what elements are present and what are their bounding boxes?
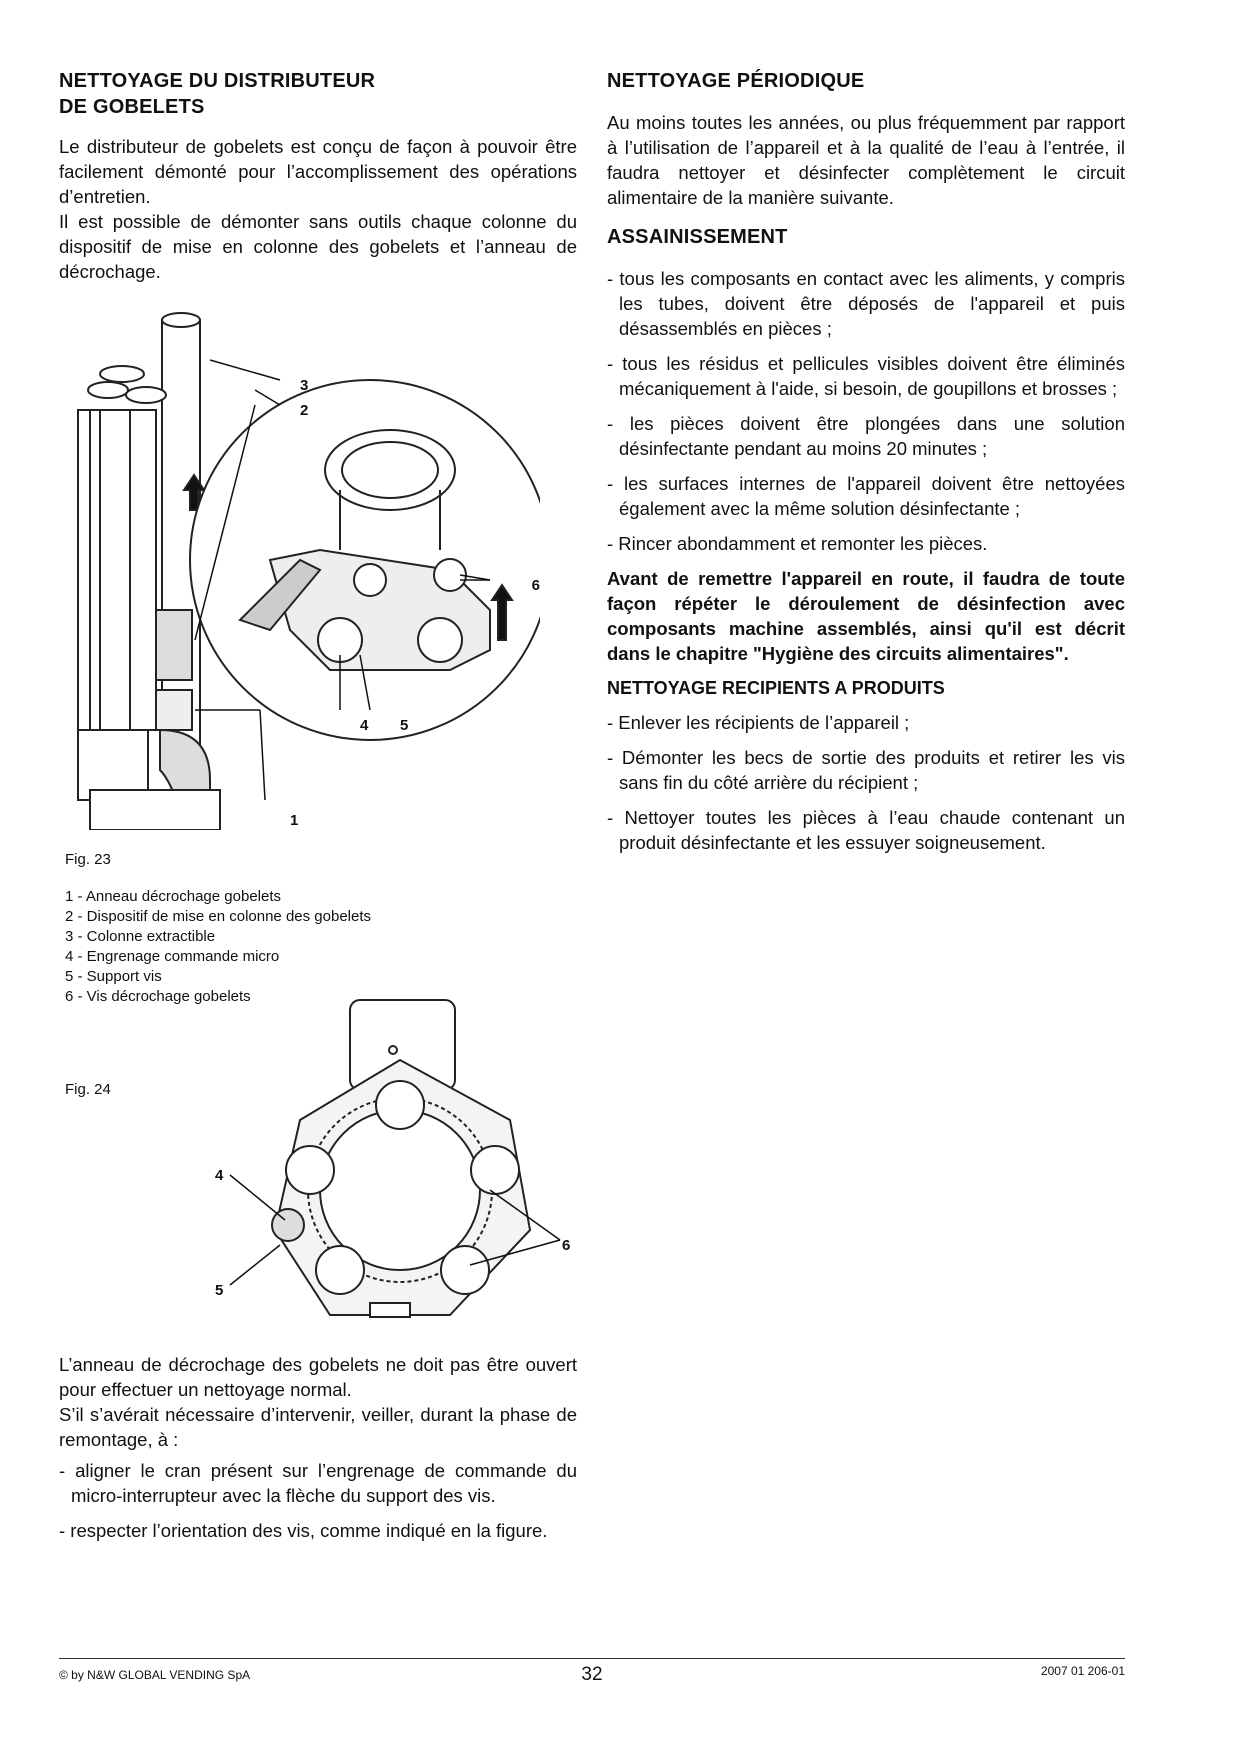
fig23-callout-5: 5 — [400, 717, 409, 734]
fig23-legend — [65, 887, 371, 1007]
fig24-callout-6: 6 — [562, 1237, 571, 1254]
ring-paragraph: L’anneau de décrochage des gobelets ne doit pas être ouvert pour effectuer un nettoyage normal. — [59, 1354, 577, 1400]
left-column — [59, 68, 577, 284]
fig23-callout-1: 1 — [290, 812, 299, 829]
fig23-label: Fig. 23 — [65, 851, 111, 868]
sanitising-step: - les surfaces internes de l'appareil doivent être nettoyées également avec la même solution désinfectante ; — [607, 473, 1125, 519]
legend-item: 1 - Anneau décrochage gobelets — [65, 888, 281, 905]
container-step: - Nettoyer toutes les pièces à l’eau chaude contenant un produit désinfectante et les essuyer soigneusement. — [607, 807, 1125, 853]
legend-item: 5 - Support vis — [65, 968, 162, 985]
heading-product-containers: NETTOYAGE RECIPIENTS A PRODUITS — [607, 678, 945, 698]
fig23-callout-2: 2 — [300, 402, 309, 419]
left-bottom-text — [59, 1352, 577, 1543]
fig23-callout-6: 6 — [531, 577, 540, 594]
figure-24-drawing — [210, 995, 580, 1325]
fig24-callout-5: 5 — [215, 1282, 224, 1299]
figure-23-drawing — [70, 310, 540, 830]
heading-sanitising: ASSAINISSEMENT — [607, 226, 788, 248]
heading-cup-dispenser-line1: NETTOYAGE DU DISTRIBUTEUR — [59, 70, 376, 92]
footer-copyright: © by N&W GLOBAL VENDING SpA — [59, 1668, 251, 1682]
fig23-callout-4: 4 — [360, 717, 369, 734]
page-number: 32 — [581, 1664, 603, 1685]
heading-periodic-cleaning: NETTOYAGE PÉRIODIQUE — [607, 70, 865, 92]
fig23-callout-3: 3 — [300, 377, 309, 394]
reassembly-paragraph: S’il s’avérait nécessaire d’intervenir, veiller, durant la phase de remontage, à : — [59, 1404, 577, 1450]
legend-item: 3 - Colonne extractible — [65, 928, 216, 945]
disassembly-paragraph: Il est possible de démonter sans outils chaque colonne du dispositif de mise en colonne des gobelets et l’anneau de décrochage. — [59, 211, 577, 282]
sanitising-step: - tous les composants en contact avec les aliments, y compris les tubes, doivent être déposés de l'appareil et puis désassemblés en pièces ; — [607, 268, 1125, 339]
right-column — [607, 68, 1125, 855]
container-step: - Démonter les becs de sortie des produits et retirer les vis sans fin du côté arrière du récipient ; — [607, 747, 1125, 793]
intro-paragraph: Le distributeur de gobelets est conçu de façon à pouvoir être facilement démonté pour l’accomplissement des opérations d’entretien. — [59, 136, 577, 207]
container-step: - Enlever les récipients de l’appareil ; — [607, 712, 910, 733]
legend-item: 4 - Engrenage commande micro — [65, 948, 280, 965]
reassembly-step: - aligner le cran présent sur l’engrenage de commande du micro-interrupteur avec la flèche du support des vis. — [59, 1460, 577, 1506]
periodic-paragraph: Au moins toutes les années, ou plus fréquemment par rapport à l’utilisation de l’appareil et à la qualité de l’eau à l’entrée, il faudra nettoyer et désinfecter complètement le circuit alimentaire de la manière suivante. — [607, 112, 1125, 208]
sanitising-step: - tous les résidus et pellicules visibles doivent être éliminés mécaniquement à l'aide, si besoin, de goupillons et brosses ; — [607, 353, 1125, 399]
warning-paragraph: Avant de remettre l'appareil en route, il faudra de toute façon répéter le déroulement de désinfection avec composants machine assemblés, ainsi qu'il est décrit dans le chapitre "Hygiène des circuits alimentaires". — [607, 568, 1125, 664]
footer-rule — [59, 1658, 1125, 1659]
fig24-callout-4: 4 — [215, 1167, 224, 1184]
heading-cup-dispenser-line2: DE GOBELETS — [59, 96, 205, 118]
legend-item: 2 - Dispositif de mise en colonne des gobelets — [65, 908, 372, 925]
reassembly-step: - respecter l’orientation des vis, comme indiqué en la figure. — [59, 1520, 548, 1541]
legend-item: 6 - Vis décrochage gobelets — [65, 988, 251, 1005]
sanitising-step: - Rincer abondamment et remonter les pièces. — [607, 533, 988, 554]
fig24-label: Fig. 24 — [65, 1081, 111, 1098]
footer-doc-code: 2007 01 206-01 — [1040, 1664, 1125, 1678]
sanitising-step: - les pièces doivent être plongées dans une solution désinfectante pendant au moins 20 minutes ; — [607, 413, 1125, 459]
